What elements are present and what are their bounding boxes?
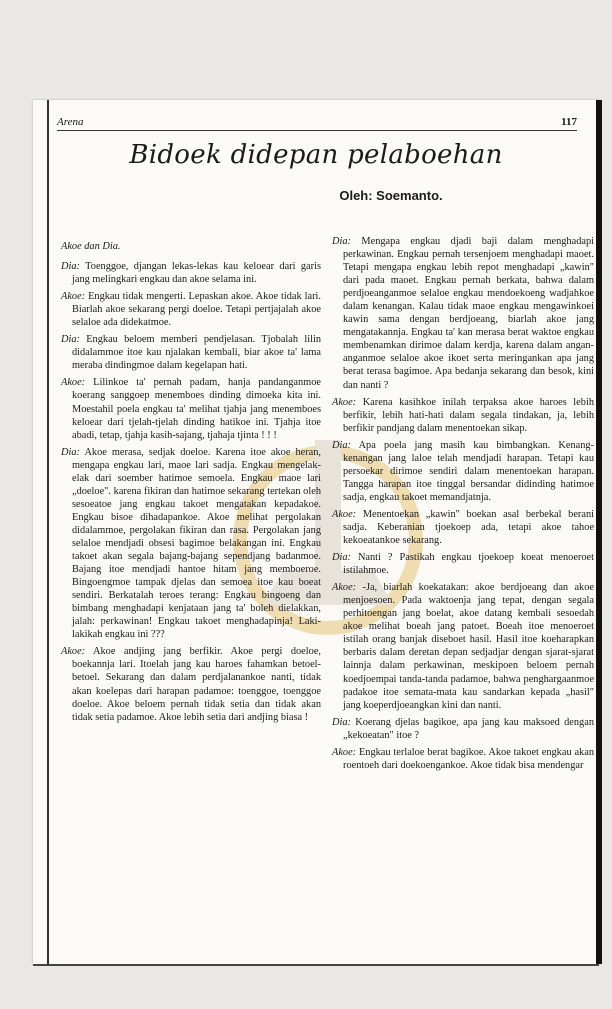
header-section-name: Arena (57, 116, 84, 128)
dialogue-line: Dia: Mengapa engkau djadi baji dalam menghadapi perkawinan. Engkau pernah tersenjoem menghadapi maoet. Tetapi mengapa engkau lebih repot menghadapi „kawin" dari pada maoet. Engkau pernah berkata, bahwa dalam perdjoeanganmoe selaloe engkau mendoekoeng wadjahkoe dalam kenangan. Kalau tidak maoe engkau mengawinkoei kawin sama dengan berdjoeang, biarlah akoe jang mengatakannja. Engkau ta' kan merasa berat waktoe engkau membenamkan dirimoe dalam kerdja, karena dalam angan-anganmoe selaloe akoe ikoet serta meringankan apa jang berat terasa bagimoe. Apa bedanja sekarang dan besok, kini dan nanti ? (332, 236, 594, 391)
dialogue-line: Dia: Engkau beloem memberi pendjelasan. Tjobalah lilin didalammoe itoe kau njalakan kembali, biar akoe ta' lama meraba dindingmoe dalam kegelapan hati. (61, 334, 321, 372)
dialogue-line: Akoe: Lilinkoe ta' pernah padam, hanja pandanganmoe koerang sanggoep menemboes dinding dimoeka kita ini. Moestahil poela engkau ta' melihat tjahja jang menemboes keloear dari tjelah-tjelah dinding hatikoe ini. Tjahja itoe abadi, tetap, tjahja kasih-sajang, tjahaja tjinta ! ! ! (61, 377, 321, 441)
article-title: Bidoek didepan pelaboehan (129, 140, 503, 170)
dialogue-line: Akoe: -Ja, biarlah koekatakan: akoe berdjoeang dan akoe menjoesoen. Pada waktoenja jang tepat, dengan segala perhitoengan jang boelat, akoe datang kembali sesoedah akoe melihat boeah jang patoet. Boeah itoe menoeroet istilah orang banjak diseboet hasil. Hasil itoe koeharapkan berbaris dalam deretan depan sedjadjar dengan sjarat-sjarat lainnja dalam perkawinan, meskipoen beloem pernah koedjoempai tanda-tanda padamoe, bahwa penghargaanmoe padakoe itoe semata-mata kau sandarkan kepada „hasil" jang koeperdjoeangkan kini dan nanti. (332, 582, 594, 711)
byline: Oleh: Soemanto. (339, 188, 443, 203)
dialogue-line: Akoe: Karena kasihkoe inilah terpaksa akoe haroes lebih berfikir, lebih hati-hati dalam segala tindakan, ja, lebih berfikir pandjang dalam menentoekan sikap. (332, 396, 594, 434)
bottom-page-edge (33, 964, 599, 966)
dialogue-line: Akoe: Akoe andjing jang berfikir. Akoe pergi doeloe, boekannja lari. Itoelah jang kau haroes fahamkan betoel-betoel. Sekarang dan dalam perdjalanankoe nanti, tidak akan koelepas dari harapan padamoe: toenggoe, toenggoe doeloe. Akoe beloem pernah tidak setia dan tidak akan tidak setia padamoe. Akoe lebih setia dari andjing biasa ! (61, 646, 321, 723)
dialogue-line: Dia: Apa poela jang masih kau bimbangkan. Kenang-kenangan jang laloe telah mendjadi harapan. Tetapi kau persoekar dirimoe sendiri dalam menentoekan harapan. Tangga harapan itoe tinggal bersandar didinding hatimoe sadja, engkau takoet memandjatnja. (332, 439, 595, 503)
dialogue-line: Akoe: Engkau terlaloe berat bagikoe. Akoe takoet engkau akan roentoeh dari doekoengankoe. Akoe tidak bisa mendengar (332, 746, 594, 771)
left-border-line (47, 100, 49, 964)
running-header (57, 114, 577, 131)
left-text-column (61, 240, 321, 728)
dialogue-line: Dia: Nanti ? Pastikah engkau tjoekoep koeat menoeroet istilahmoe. (332, 552, 594, 577)
page-number: 117 (561, 116, 577, 128)
document-page (33, 100, 599, 964)
right-text-column (332, 235, 594, 776)
dialogue-intro: Akoe dan Dia. (61, 241, 121, 252)
dialogue-line: Akoe: Menentoekan „kawin" boekan asal berbekal berani sadja. Keberanian tjoekoep ada, tetapi akoe tahoe kekoeatankoe sekarang. (332, 508, 594, 547)
dialogue-line: Dia: Akoe merasa, sedjak doeloe. Karena itoe akoe heran, mengapa engkau lari, maoe lari sadja. Engkau mengelak-elak dari soember hatimoe semoela. Engkau maoe lari „doeloe". karena fikiran dan hatimoe sekarang tertekan oleh sesoeatoe jang engkau takoet mengatakan kepadakoe. Engkau bisoe dihadapankoe. Akoe melihat pergolakan didalammoe, pergolakan fikiran dan rasa. Pergolakan jang selaloe mendjadi obsesi bagimoe belakangan ini. Engkau takoet akan segala bajang-bajang sependjang badanmoe. Bajang itoe mendjadi hantoe hitam jang memboeroe. Bingoengmoe tampak djelas dan semoea itoe kau boeat sendiri. Berkatalah teroes terang: Engkau bingoeng dan bimbang menghadapi kenjataan jang ta' boleh dielakkan, jalah: perkawinan! Engkau takoet menghadapinja! Laki-lakikah engkau ini ??? (61, 446, 321, 641)
dialogue-line: Akoe: Engkau tidak mengerti. Lepaskan akoe. Akoe tidak lari. Biarlah akoe sekarang pergi doeloe. Tetapi pertjajalah akoe selaloe ada didekatmoe. (61, 291, 321, 329)
dialogue-line: Dia: Koerang djelas bagikoe, apa jang kau maksoed dengan „kekoeatan" itoe ? (332, 716, 594, 741)
right-page-edge (596, 100, 602, 964)
dialogue-line: Dia: Toenggoe, djangan lekas-lekas kau keloear dari garis jang melingkari engkau dan akoe selama ini. (61, 261, 321, 286)
